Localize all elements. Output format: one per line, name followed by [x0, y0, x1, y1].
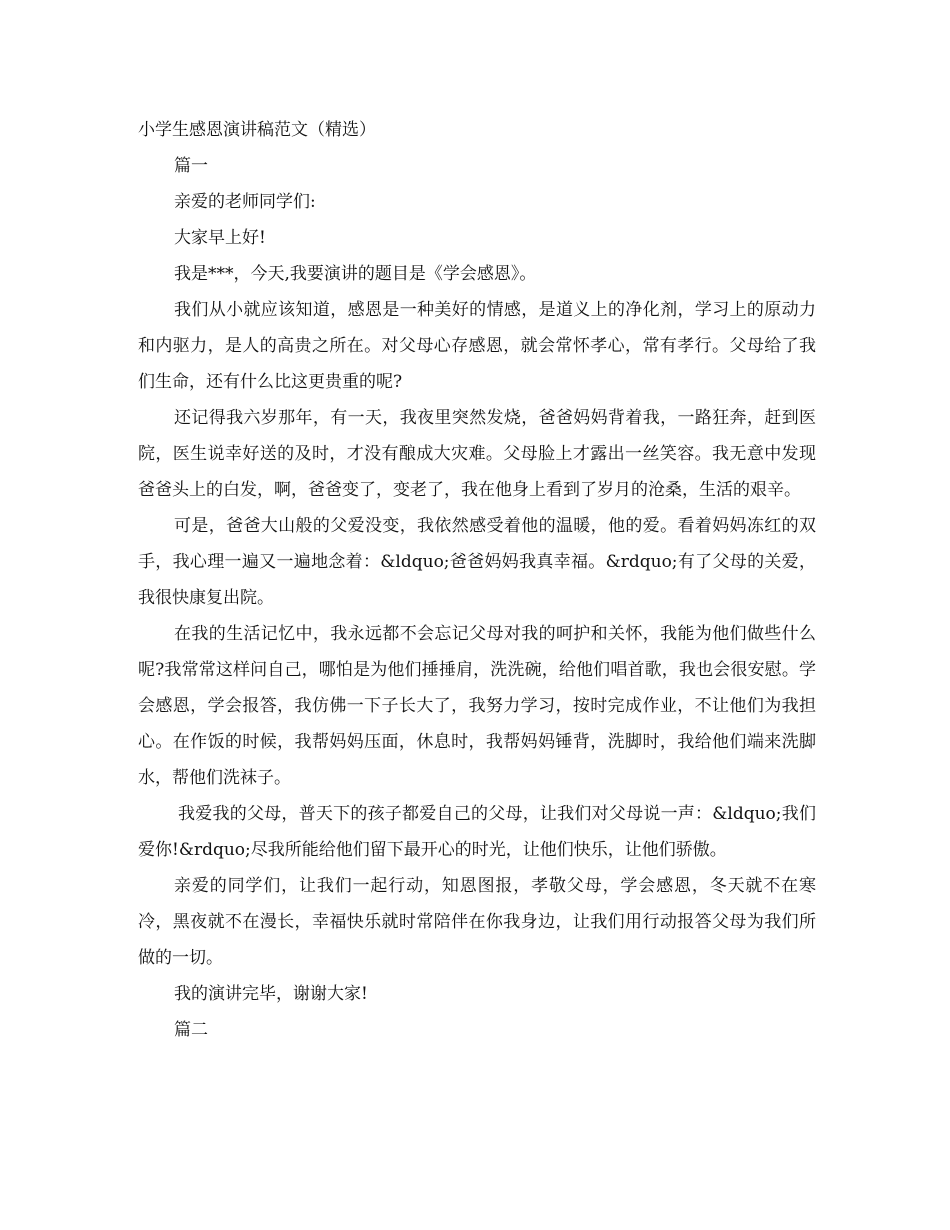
document-title: 小学生感恩演讲稿范文（精选）: [138, 120, 376, 140]
intro-paragraph: 我是***，今天,我要演讲的题目是《学会感恩》。: [174, 264, 537, 284]
salutation: 亲爱的老师同学们:: [174, 192, 316, 212]
body-paragraph-memory: 还记得我六岁那年，有一天，我夜里突然发烧，爸爸妈妈背着我，一路狂奔，赶到医院，医生说幸好送的及时，才没有酿成大灾难。父母脸上才露出一丝笑容。我无意中发现爸爸头上的白发，啊，爸爸变了，变老了，我在他身上看到了岁月的沧桑，生活的艰辛。: [138, 408, 816, 500]
section-heading-2: 篇二: [174, 1020, 208, 1040]
body-paragraph-father: 可是，爸爸大山般的父爱没变，我依然感受着他的温暖，他的爱。看着妈妈冻红的双手，我心理一遍又一遍地念着：&ldquo;爸爸妈妈我真幸福。&rdquo;有了父母的关爱，我很快康复出院。: [138, 516, 816, 608]
document-page: [138, 112, 816, 1048]
body-paragraph-call-to-action: 亲爱的同学们，让我们一起行动，知恩图报，孝敬父母，学会感恩，冬天就不在寒冷，黑夜就不在漫长，幸福快乐就时常陪伴在你我身边，让我们用行动报答父母为我们所做的一切。: [138, 876, 816, 968]
body-paragraph-actions: 在我的生活记忆中，我永远都不会忘记父母对我的呵护和关怀，我能为他们做些什么呢?我常常这样问自己，哪怕是为他们捶捶肩，洗洗碗，给他们唱首歌，我也会很安慰。学会感恩，学会报答，我仿佛一下子长大了，我努力学习，按时完成作业，不让他们为我担心。在作饭的时候，我帮妈妈压面，休息时，我帮妈妈锤背，洗脚时，我给他们端来洗脚水，帮他们洗袜子。: [138, 624, 816, 788]
body-paragraph-love: 我爱我的父母，普天下的孩子都爱自己的父母，让我们对父母说一声：&ldquo;我们爱你!&rdquo;尽我所能给他们留下最开心的时光，让他们快乐，让他们骄傲。: [138, 804, 816, 860]
body-paragraph-gratitude: 我们从小就应该知道，感恩是一种美好的情感，是道义上的净化剂，学习上的原动力和内驱力，是人的高贵之所在。对父母心存感恩，就会常怀孝心，常有孝行。父母给了我们生命，还有什么比这更贵重的呢?: [138, 300, 816, 392]
section-heading-1: 篇一: [174, 156, 208, 176]
greeting: 大家早上好!: [174, 228, 266, 248]
closing-line: 我的演讲完毕，谢谢大家!: [174, 984, 368, 1004]
